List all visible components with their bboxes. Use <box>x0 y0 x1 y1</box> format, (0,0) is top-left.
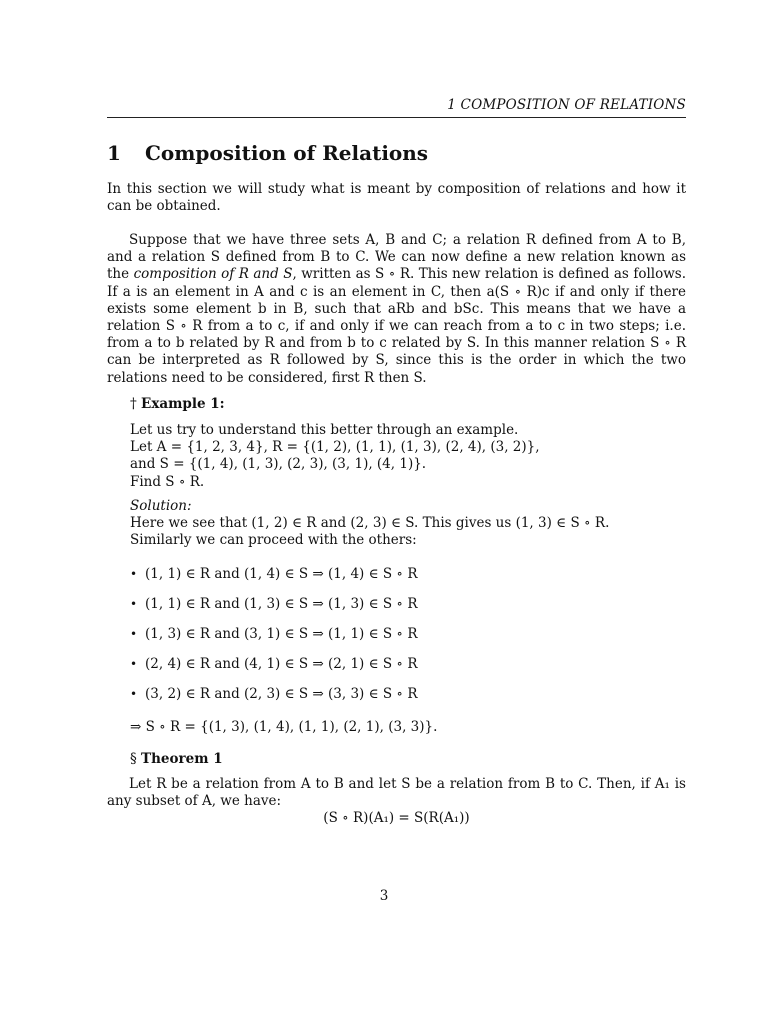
list-item-text: (1, 3) ∈ R and (3, 1) ∈ S ⇒ (1, 1) ∈ S ∘ R <box>145 626 418 642</box>
list-item-text: (2, 4) ∈ R and (4, 1) ∈ S ⇒ (2, 1) ∈ S ∘ R <box>145 656 418 672</box>
example-heading <box>130 396 686 413</box>
list-item-text: (1, 1) ∈ R and (1, 4) ∈ S ⇒ (1, 4) ∈ S ∘ R <box>145 566 418 582</box>
section-sign-marker: § <box>130 751 137 767</box>
example-conclusion: ⇒ S ∘ R = {(1, 3), (1, 4), (1, 1), (2, 1), (3, 3)}. <box>130 719 438 735</box>
theorem-statement: Let R be a relation from A to B and let S be a relation from B to C. Then, if A₁ is any subset of A, we have: <box>107 776 686 810</box>
list-item <box>130 566 418 596</box>
running-head: 1 COMPOSITION OF RELATIONS <box>447 97 686 113</box>
bullet-icon: • <box>130 567 138 581</box>
bullet-icon: • <box>130 597 138 611</box>
solution-line: Similarly we can proceed with the others: <box>130 532 417 549</box>
solution-label: Solution: <box>130 498 192 514</box>
dagger-marker: † <box>130 396 137 412</box>
solution-block <box>130 498 686 550</box>
theorem-heading <box>130 751 686 768</box>
intro-paragraph: In this section we will study what is meant by composition of relations and how it can be obtained. <box>107 181 686 215</box>
example-statement <box>130 422 686 491</box>
defined-term: composition of R and S <box>133 266 293 283</box>
solution-line: Here we see that (1, 2) ∈ R and (2, 3) ∈ S. This gives us (1, 3) ∈ S ∘ R. <box>130 515 610 532</box>
list-item-text: (3, 2) ∈ R and (2, 3) ∈ S ⇒ (3, 3) ∈ S ∘ R <box>145 686 418 702</box>
section-title <box>107 141 428 165</box>
bullet-icon: • <box>130 687 138 701</box>
example-title: Example 1: <box>141 396 225 412</box>
list-item <box>130 596 418 626</box>
definition-text-part-1: Suppose that we have three sets A, B and C; a relation R defined from A to B, and a relation S defined from B to C. We can now define a new relation known as the <box>107 232 686 283</box>
definition-paragraph <box>107 232 686 387</box>
example-line: and S = {(1, 4), (1, 3), (2, 3), (3, 1), (4, 1)}. <box>130 456 427 473</box>
list-item <box>130 626 418 656</box>
list-item <box>130 656 418 686</box>
theorem-equation: (S ∘ R)(A₁) = S(R(A₁)) <box>323 810 470 826</box>
example-line: Let A = {1, 2, 3, 4}, R = {(1, 2), (1, 1), (1, 3), (2, 4), (3, 2)}, <box>130 439 540 456</box>
bullet-icon: • <box>130 657 138 671</box>
example-line: Find S ∘ R. <box>130 473 205 490</box>
example-line: Let us try to understand this better through an example. <box>130 422 519 438</box>
bullet-icon: • <box>130 627 138 641</box>
definition-text-part-2: , written as S ∘ R. This new relation is defined as follows. If a is an element in A and c is an element in C, then a(S ∘ R)c if and only if there exists some element b in B, such that aRb and bSc. This means that we have a relation S ∘ R from a to c, if and only if we can reach from a to c in two steps; i.e. from a to b related by R and from b to c related by S. In this manner relation S ∘ R can be interpreted as R followed by S, since this is the order in which the two relations need to be considered, first R then S. <box>107 266 686 386</box>
derivation-list <box>130 566 418 716</box>
list-item <box>130 686 418 716</box>
header-rule <box>107 117 686 118</box>
section-number: 1 <box>107 141 121 165</box>
section-title-text: Composition of Relations <box>145 141 429 165</box>
theorem-title: Theorem 1 <box>141 751 223 767</box>
list-item-text: (1, 1) ∈ R and (1, 3) ∈ S ⇒ (1, 3) ∈ S ∘ R <box>145 596 418 612</box>
page-number: 3 <box>379 888 389 904</box>
